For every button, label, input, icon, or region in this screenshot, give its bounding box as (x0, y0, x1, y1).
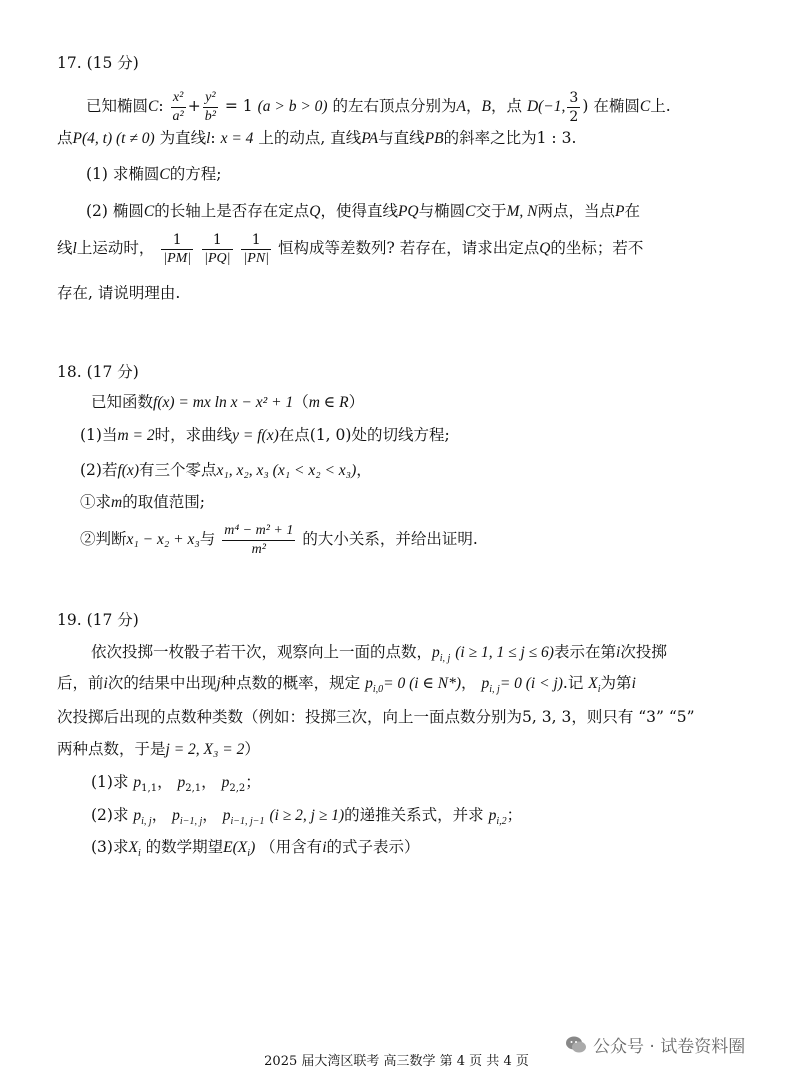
q18-part1: (1)当m = 2时，求曲线y = f(x)在点(1, 0)处的切线方程; (80, 426, 450, 444)
page-footer: 2025 届大湾区联考 高三数学 第 4 页 共 4 页 (264, 1054, 529, 1069)
q19-line1: 依次投掷一枚骰子若干次，观察向上一面的点数，$p_{i, j}$ (i ≥ 1, 1 ≤ j ≤ 6)表示在第i次投掷 (91, 643, 667, 665)
q19-line3: 次投掷后出现的点数种类数（例如：投掷三次，向上一面点数分别为5, 3, 3，则只有 “3” “5” (57, 708, 695, 726)
q19-part2: (2)求 $p_{i, j}$， $p_{i-1, j}$， $p_{i-1, j-1}$ (i ≥ 2, j ≥ 1)的递推关系式，并求 $p_{i,2}$； (91, 806, 523, 828)
q18-part2-i: ①求m的取值范围; (80, 493, 205, 511)
q17-part2: (2) 椭圆C的长轴上是否存在定点Q，使得直线PQ与椭圆C交于M, N两点，当点P在 (86, 202, 641, 220)
q19-line4: 两种点数，于是j = 2, X₃ = 2） (57, 740, 260, 758)
q17-line1: 已知椭圆C: $\frac{\text{x²}}{\text{a²}}$ + $\frac{\text{y²}}{\text{b²}}$ = 1 (a > b > 0) 的左右顶点分别为A，B，点 D(−1, $\frac{3}{2}$ ) 在椭圆C上. (86, 89, 671, 125)
q17-line2: 点P(4, t) (t ≠ 0) 为直线l: x = 4 上的动点, 直线PA与直线PB的斜率之比为1 : 3. (57, 129, 577, 147)
q17-part2-end: 存在, 请说明理由. (57, 284, 181, 302)
q18-part2: (2)若f(x)有三个零点x₁, x₂, x₃ (x₁ < x₂ < x₃)， (80, 461, 372, 479)
q19-header: 19. (17 分) (57, 611, 139, 629)
watermark-text: 公众号 · 试卷资料圈 (593, 1037, 746, 1057)
q17-part1: (1) 求椭圆C的方程; (86, 165, 222, 183)
q18-line1: 已知函数f(x) = mx ln x − x² + 1（m ∈ R） (91, 393, 365, 411)
q19-part1: (1)求 $p_{1,1}$， $p_{2,1}$， $p_{2,2}$； (91, 773, 261, 795)
q17-header: 17. (15 分) (57, 54, 139, 72)
q17-part2-cont: 线l上运动时， $\frac{1}{|PM|}$ $\frac{1}{|PQ|}$ $\frac{1}{|PN|}$ 恒构成等差数列? 若存在，请求出定点Q的坐标；若不 (57, 231, 644, 266)
q18-header: 18. (17 分) (57, 363, 139, 381)
q18-part2-ii: ②判断x₁ − x₂ + x₃与 $\frac{\text{m⁴ − m² + 1}}{\text{m²}}$ 的大小关系，并给出证明. (80, 522, 478, 557)
q19-part3: (3)求$X_i$ 的数学期望$E(X_i)$ （用含有i的式子表示） (91, 838, 420, 860)
q19-line2: 后，前i次的结果中出现j种点数的概率，规定 $p_{i,0}= 0$ (i ∈ N*)， $p_{i, j}= 0$ (i < j).记 $X_i$为第i (57, 674, 636, 696)
